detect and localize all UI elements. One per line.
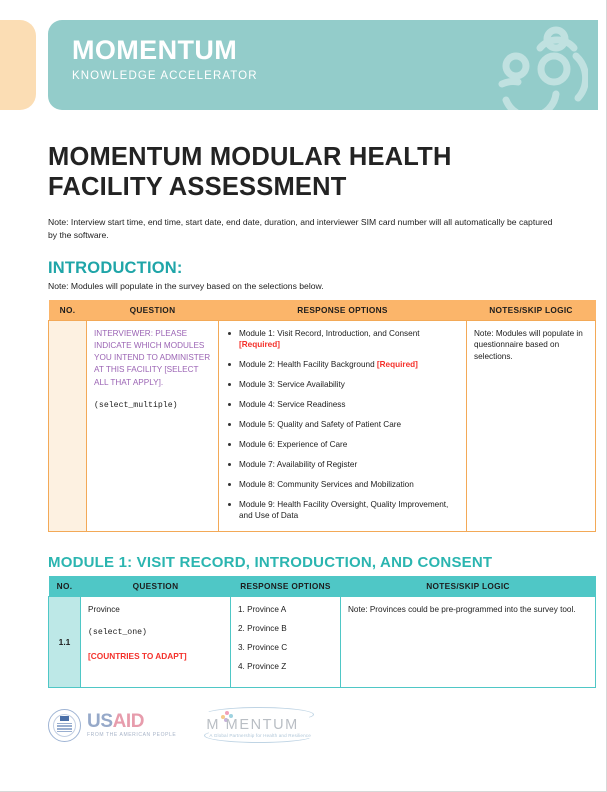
cell-notes: Note: Modules will populate in questionnaire based on selections. bbox=[467, 320, 596, 531]
momentum-tagline: A Global Partnership for Health and Resilience bbox=[209, 733, 311, 738]
module1-table bbox=[48, 576, 596, 688]
list-item[interactable] bbox=[239, 499, 459, 522]
brand-name: MOMENTUM bbox=[72, 35, 238, 65]
brand-band bbox=[48, 20, 598, 110]
usaid-word-us: US bbox=[87, 710, 113, 732]
table-header-row bbox=[49, 576, 596, 597]
required-tag: [Required] bbox=[239, 340, 280, 349]
brand-subtitle: KNOWLEDGE ACCELERATOR bbox=[72, 70, 258, 83]
question-type: (select_one) bbox=[88, 627, 147, 637]
interviewer-instruction: INTERVIEWER: PLEASE INDICATE WHICH MODULES YOU INTEND TO ADMINISTER AT THIS FACILITY [SELECT ALL THAT APPLY]. bbox=[94, 328, 211, 387]
column-header-question: QUESTION bbox=[81, 576, 231, 597]
footer-logos bbox=[48, 707, 316, 743]
cell-no bbox=[49, 320, 87, 531]
cell-response-options bbox=[219, 320, 467, 531]
masthead bbox=[0, 20, 606, 120]
column-header-notes: NOTES/SKIP LOGIC bbox=[467, 300, 596, 321]
cell-notes: Note: Provinces could be pre-programmed into the survey tool. bbox=[341, 596, 596, 687]
module-label: Module 2: Health Facility Background bbox=[239, 359, 375, 369]
column-header-response-options: RESPONSE OPTIONS bbox=[219, 300, 467, 321]
adapt-tag: [COUNTRIES TO ADAPT] bbox=[88, 650, 187, 661]
list-item[interactable] bbox=[239, 359, 459, 370]
usaid-logo bbox=[48, 709, 176, 742]
list-item[interactable] bbox=[239, 379, 459, 390]
list-item[interactable]: 1. Province A bbox=[238, 604, 287, 614]
module-label: Module 4: Service Readiness bbox=[239, 399, 346, 409]
list-item[interactable]: 3. Province C bbox=[238, 642, 288, 652]
usaid-wordmark bbox=[87, 712, 176, 739]
table-header-row bbox=[49, 300, 596, 321]
list-item[interactable] bbox=[239, 479, 459, 490]
module-label: Module 7: Availability of Register bbox=[239, 459, 358, 469]
question-text: Province bbox=[88, 604, 120, 614]
introduction-table bbox=[48, 300, 596, 532]
list-item[interactable] bbox=[239, 399, 459, 410]
module-label: Module 8: Community Services and Mobilization bbox=[239, 479, 414, 489]
list-item[interactable]: 2. Province B bbox=[238, 623, 287, 633]
required-tag: [Required] bbox=[376, 359, 418, 369]
usaid-word-aid: AID bbox=[112, 710, 145, 732]
column-header-no: NO. bbox=[49, 576, 81, 597]
question-type: (select_multiple) bbox=[94, 401, 178, 410]
orange-accent-tab bbox=[0, 20, 36, 110]
brand-block bbox=[72, 36, 258, 82]
module-label: Module 6: Experience of Care bbox=[239, 439, 348, 449]
province-option-list bbox=[238, 604, 333, 672]
module-option-list bbox=[226, 328, 459, 522]
mother-and-child-icon bbox=[488, 22, 588, 110]
list-item[interactable] bbox=[239, 328, 459, 351]
module-label: Module 3: Service Availability bbox=[239, 379, 345, 389]
table-row bbox=[49, 596, 596, 687]
usaid-seal-icon bbox=[48, 709, 81, 742]
list-item[interactable]: 4. Province Z bbox=[238, 662, 287, 672]
column-header-question: QUESTION bbox=[87, 300, 219, 321]
module-label: Module 1: Visit Record, Introduction, and Consent bbox=[239, 328, 420, 338]
cell-response-options bbox=[231, 596, 341, 687]
usaid-tagline: FROM THE AMERICAN PEOPLE bbox=[87, 732, 177, 739]
list-item[interactable] bbox=[239, 439, 459, 450]
cell-question bbox=[87, 320, 219, 531]
momentum-wordmark: M MENTUM bbox=[206, 717, 299, 733]
introduction-heading: INTRODUCTION: bbox=[48, 259, 183, 278]
table-row bbox=[49, 320, 596, 531]
introduction-note: Note: Modules will populate in the survey based on the selections below. bbox=[48, 281, 324, 292]
cell-question bbox=[81, 596, 231, 687]
column-header-notes: NOTES/SKIP LOGIC bbox=[341, 576, 596, 597]
column-header-no: NO. bbox=[49, 300, 87, 321]
page-title: MOMENTUM MODULAR HEALTH FACILITY ASSESSMENT bbox=[48, 143, 452, 202]
module-label: Module 9: Health Facility Oversight, Quality Improvement, and Use of Data bbox=[239, 499, 449, 521]
document-content bbox=[0, 142, 606, 688]
module-label: Module 5: Quality and Safety of Patient Care bbox=[239, 419, 402, 429]
momentum-logo bbox=[198, 707, 316, 743]
document-note: Note: Interview start time, end time, start date, end date, duration, and interviewer SIM card number will all automatically be captured by the software. bbox=[48, 217, 553, 240]
list-item[interactable] bbox=[239, 459, 459, 470]
list-item[interactable] bbox=[239, 419, 459, 430]
module1-heading: MODULE 1: VISIT RECORD, INTRODUCTION, AND CONSENT bbox=[48, 553, 493, 571]
cell-no: 1.1 bbox=[49, 596, 81, 687]
column-header-response-options: RESPONSE OPTIONS bbox=[231, 576, 341, 597]
